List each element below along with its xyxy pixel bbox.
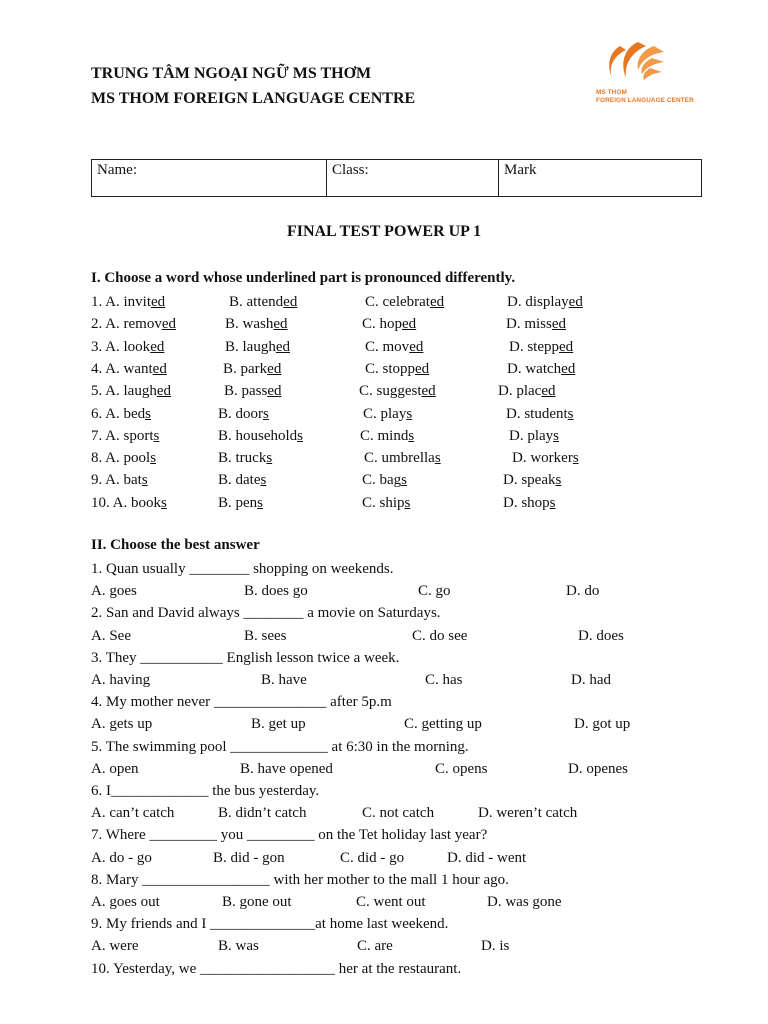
underlined-part: s [553,427,560,444]
answer-option[interactable]: C. go [418,583,451,600]
answer-options [0,892,768,912]
underlined-part: ed [561,360,576,377]
pronunciation-option[interactable]: D. displayed [507,294,583,310]
pronunciation-option[interactable]: D. missed [506,316,567,333]
pronunciation-option[interactable]: B. trucks [218,450,273,467]
pronunciation-option[interactable]: C. plays [363,405,413,422]
answer-option[interactable]: C. did - go [340,849,405,866]
pronunciation-option[interactable]: 8. A. pools [91,450,157,467]
question-text: 5. The swimming pool _____________ at 6:30 in the morning. [91,738,469,755]
question-text: 4. My mother never _______________ after 5p.m [91,694,392,711]
pronunciation-row [0,292,768,312]
answer-options [0,803,768,823]
underlined-part: s [572,450,579,467]
answer-option[interactable]: A. See [91,627,131,644]
underlined-part: s [153,427,160,444]
answer-option[interactable]: D. openes [568,760,628,777]
question-text: 7. Where _________ you _________ on the Tet holiday last year? [91,827,488,844]
pronunciation-option[interactable]: 4. A. wanted [91,360,167,377]
answer-option[interactable]: A. open [91,760,139,777]
answer-option[interactable]: C. opens [435,760,488,777]
underlined-part: ed [409,338,424,355]
underlined-part: ed [559,338,574,355]
answer-option[interactable]: C. getting up [404,716,482,733]
answer-option[interactable]: B. sees [244,627,287,644]
underlined-part: ed [267,360,282,377]
answer-option[interactable]: A. can’t catch [91,805,175,822]
underlined-part: s [150,450,157,467]
pronunciation-option[interactable]: C. ships [362,494,411,511]
answer-options [0,714,768,734]
underlined-part: ed [429,294,445,310]
answer-option[interactable]: B. get up [251,716,306,733]
answer-options [0,848,768,868]
underlined-part: s [141,472,148,489]
answer-option[interactable]: D. was gone [487,894,562,910]
underlined-part: ed [267,383,282,400]
pronunciation-option[interactable]: D. shops [503,494,556,511]
underlined-part: ed [541,383,556,400]
pronunciation-row [0,381,768,401]
logo-brand-text: MS THOM [596,89,627,96]
answer-option[interactable]: A. gets up [91,716,153,733]
underlined-part: ed [415,360,430,377]
pronunciation-option[interactable]: D. watched [507,360,576,377]
answer-option[interactable]: A. goes [91,583,137,600]
underlined-part: ed [551,316,567,333]
answer-options [0,670,768,690]
pronunciation-option[interactable]: B. pens [218,494,264,511]
answer-option[interactable]: B. have opened [240,760,333,777]
pronunciation-option[interactable]: C. suggested [359,383,436,400]
underlined-part: s [257,494,264,511]
answer-option[interactable]: A. having [91,672,151,688]
pronunciation-option[interactable]: C. hoped [362,316,417,333]
answer-option[interactable]: C. went out [356,894,426,910]
answer-option[interactable]: B. have [261,672,307,688]
pronunciation-option[interactable]: B. dates [218,472,267,489]
question-text: 9. My friends and I ______________at home last weekend. [91,916,449,933]
answer-option[interactable]: B. does go [244,583,308,600]
underlined-part: ed [402,316,417,333]
answer-option[interactable]: C. are [357,938,393,955]
underlined-part: s [145,405,152,422]
answer-option[interactable]: B. was [218,938,259,955]
student-info-table [91,159,702,197]
pronunciation-option[interactable]: B. washed [225,316,288,333]
pronunciation-option[interactable]: C. bags [362,472,408,489]
answer-option[interactable]: D. is [481,938,510,955]
pronunciation-row [0,448,768,468]
pronunciation-option[interactable]: 7. A. sports [91,427,160,444]
underlined-part: s [161,494,167,511]
pronunciation-option[interactable]: D. workers [512,450,579,467]
pronunciation-option[interactable]: 1. A. invited [91,294,166,310]
underlined-part: ed [151,294,166,310]
section1-heading: I. Choose a word whose underlined part is pronounced differently. [91,270,516,286]
underlined-part: ed [156,383,172,400]
class-field[interactable]: Class: [327,160,499,197]
pronunciation-option[interactable]: B. attended [229,294,298,310]
answer-option[interactable]: D. does [578,627,624,644]
pronunciation-option[interactable]: C. minds [360,427,415,444]
pronunciation-option[interactable]: B. doors [218,405,269,422]
answer-option[interactable]: D. had [571,672,611,688]
answer-options [0,936,768,956]
centre-name-vietnamese: TRUNG TÂM NGOẠI NGỮ MS THƠM [91,65,372,82]
answer-option[interactable]: D. do [566,583,600,600]
pronunciation-row [0,493,768,513]
test-title: FINAL TEST POWER UP 1 [286,223,482,240]
pronunciation-option[interactable]: B. passed [224,383,282,400]
pronunciation-option[interactable]: D. stepped [509,338,574,355]
pronunciation-option[interactable]: 5. A. laughed [91,383,172,400]
pronunciation-row [0,470,768,490]
name-field[interactable]: Name: [92,160,327,197]
underlined-part: s [404,494,411,511]
pronunciation-option[interactable]: D. placed [498,383,556,400]
answer-option[interactable]: A. goes out [91,894,160,910]
answer-options [0,759,768,779]
pronunciation-option[interactable]: B. households [218,427,304,444]
pronunciation-row [0,404,768,424]
pronunciation-row [0,359,768,379]
underlined-part: s [401,472,408,489]
question-text: 6. I_____________ the bus yesterday. [91,783,320,799]
answer-option[interactable]: D. weren’t catch [478,805,578,822]
pronunciation-option[interactable]: B. parked [223,360,282,377]
pronunciation-option[interactable]: D. speaks [503,472,562,489]
underlined-part: ed [150,338,165,355]
mark-field[interactable]: Mark [499,160,702,197]
underlined-part: ed [275,338,291,355]
answer-option[interactable]: A. were [91,938,139,955]
underlined-part: s [408,427,415,444]
section2-heading: II. Choose the best answer [91,537,260,553]
answer-option[interactable]: C. not catch [362,805,435,822]
pronunciation-option[interactable]: D. plays [509,427,560,444]
centre-name-english: MS THOM FOREIGN LANGUAGE CENTRE [91,90,416,107]
underlined-part: ed [283,294,298,310]
underlined-part: ed [273,316,288,333]
underlined-part: s [263,405,269,422]
underlined-part: ed [421,383,436,400]
underlined-part: ed [568,294,583,310]
pronunciation-option[interactable]: C. umbrellas [364,450,441,467]
answer-option[interactable]: D. got up [574,716,631,733]
pronunciation-row [0,337,768,357]
pronunciation-option[interactable]: C. moved [365,338,424,355]
pronunciation-option[interactable]: 6. A. beds [91,405,152,422]
pronunciation-option[interactable]: 10. A. books [91,494,167,511]
pronunciation-option[interactable]: D. students [506,405,574,422]
answer-options [0,626,768,646]
underlined-part: ed [152,360,167,377]
underlined-part: s [434,450,441,467]
pronunciation-option[interactable]: C. celebrated [365,294,445,310]
question-text: 1. Quan usually ________ shopping on weekends. [91,561,394,577]
pronunciation-option[interactable]: C. stopped [365,360,430,377]
question-text: 2. San and David always ________ a movie on Saturdays. [91,605,441,622]
answer-options [0,581,768,601]
underlined-part: s [555,472,562,489]
underlined-part: ed [161,316,176,333]
question-text: 8. Mary _________________ with her mother to the mall 1 hour ago. [91,871,509,888]
question-text: 3. They ___________ English lesson twice a week. [91,649,400,666]
underlined-part: s [260,472,267,489]
answer-option[interactable]: C. has [425,672,463,688]
underlined-part: s [297,427,304,444]
answer-option[interactable]: B. did - gon [213,849,285,866]
underlined-part: s [567,405,574,422]
answer-option[interactable]: D. did - went [447,849,527,866]
answer-option[interactable]: C. do see [412,627,468,644]
pronunciation-row [0,314,768,334]
logo-brand-subtext: FOREIGN LANGUAGE CENTER [596,97,694,104]
pronunciation-row [0,426,768,446]
pronunciation-option[interactable]: 9. A. bats [91,472,148,489]
pronunciation-option[interactable]: 2. A. removed [91,316,176,333]
underlined-part: s [549,494,556,511]
pronunciation-option[interactable]: 3. A. looked [91,338,165,355]
underlined-part: s [266,450,273,467]
answer-option[interactable]: A. do - go [91,849,152,866]
answer-option[interactable]: B. gone out [222,894,292,910]
pronunciation-option[interactable]: B. laughed [225,338,291,355]
underlined-part: s [406,405,413,422]
question-text: 10. Yesterday, we __________________ her at the restaurant. [91,960,462,977]
answer-option[interactable]: B. didn’t catch [218,805,307,822]
